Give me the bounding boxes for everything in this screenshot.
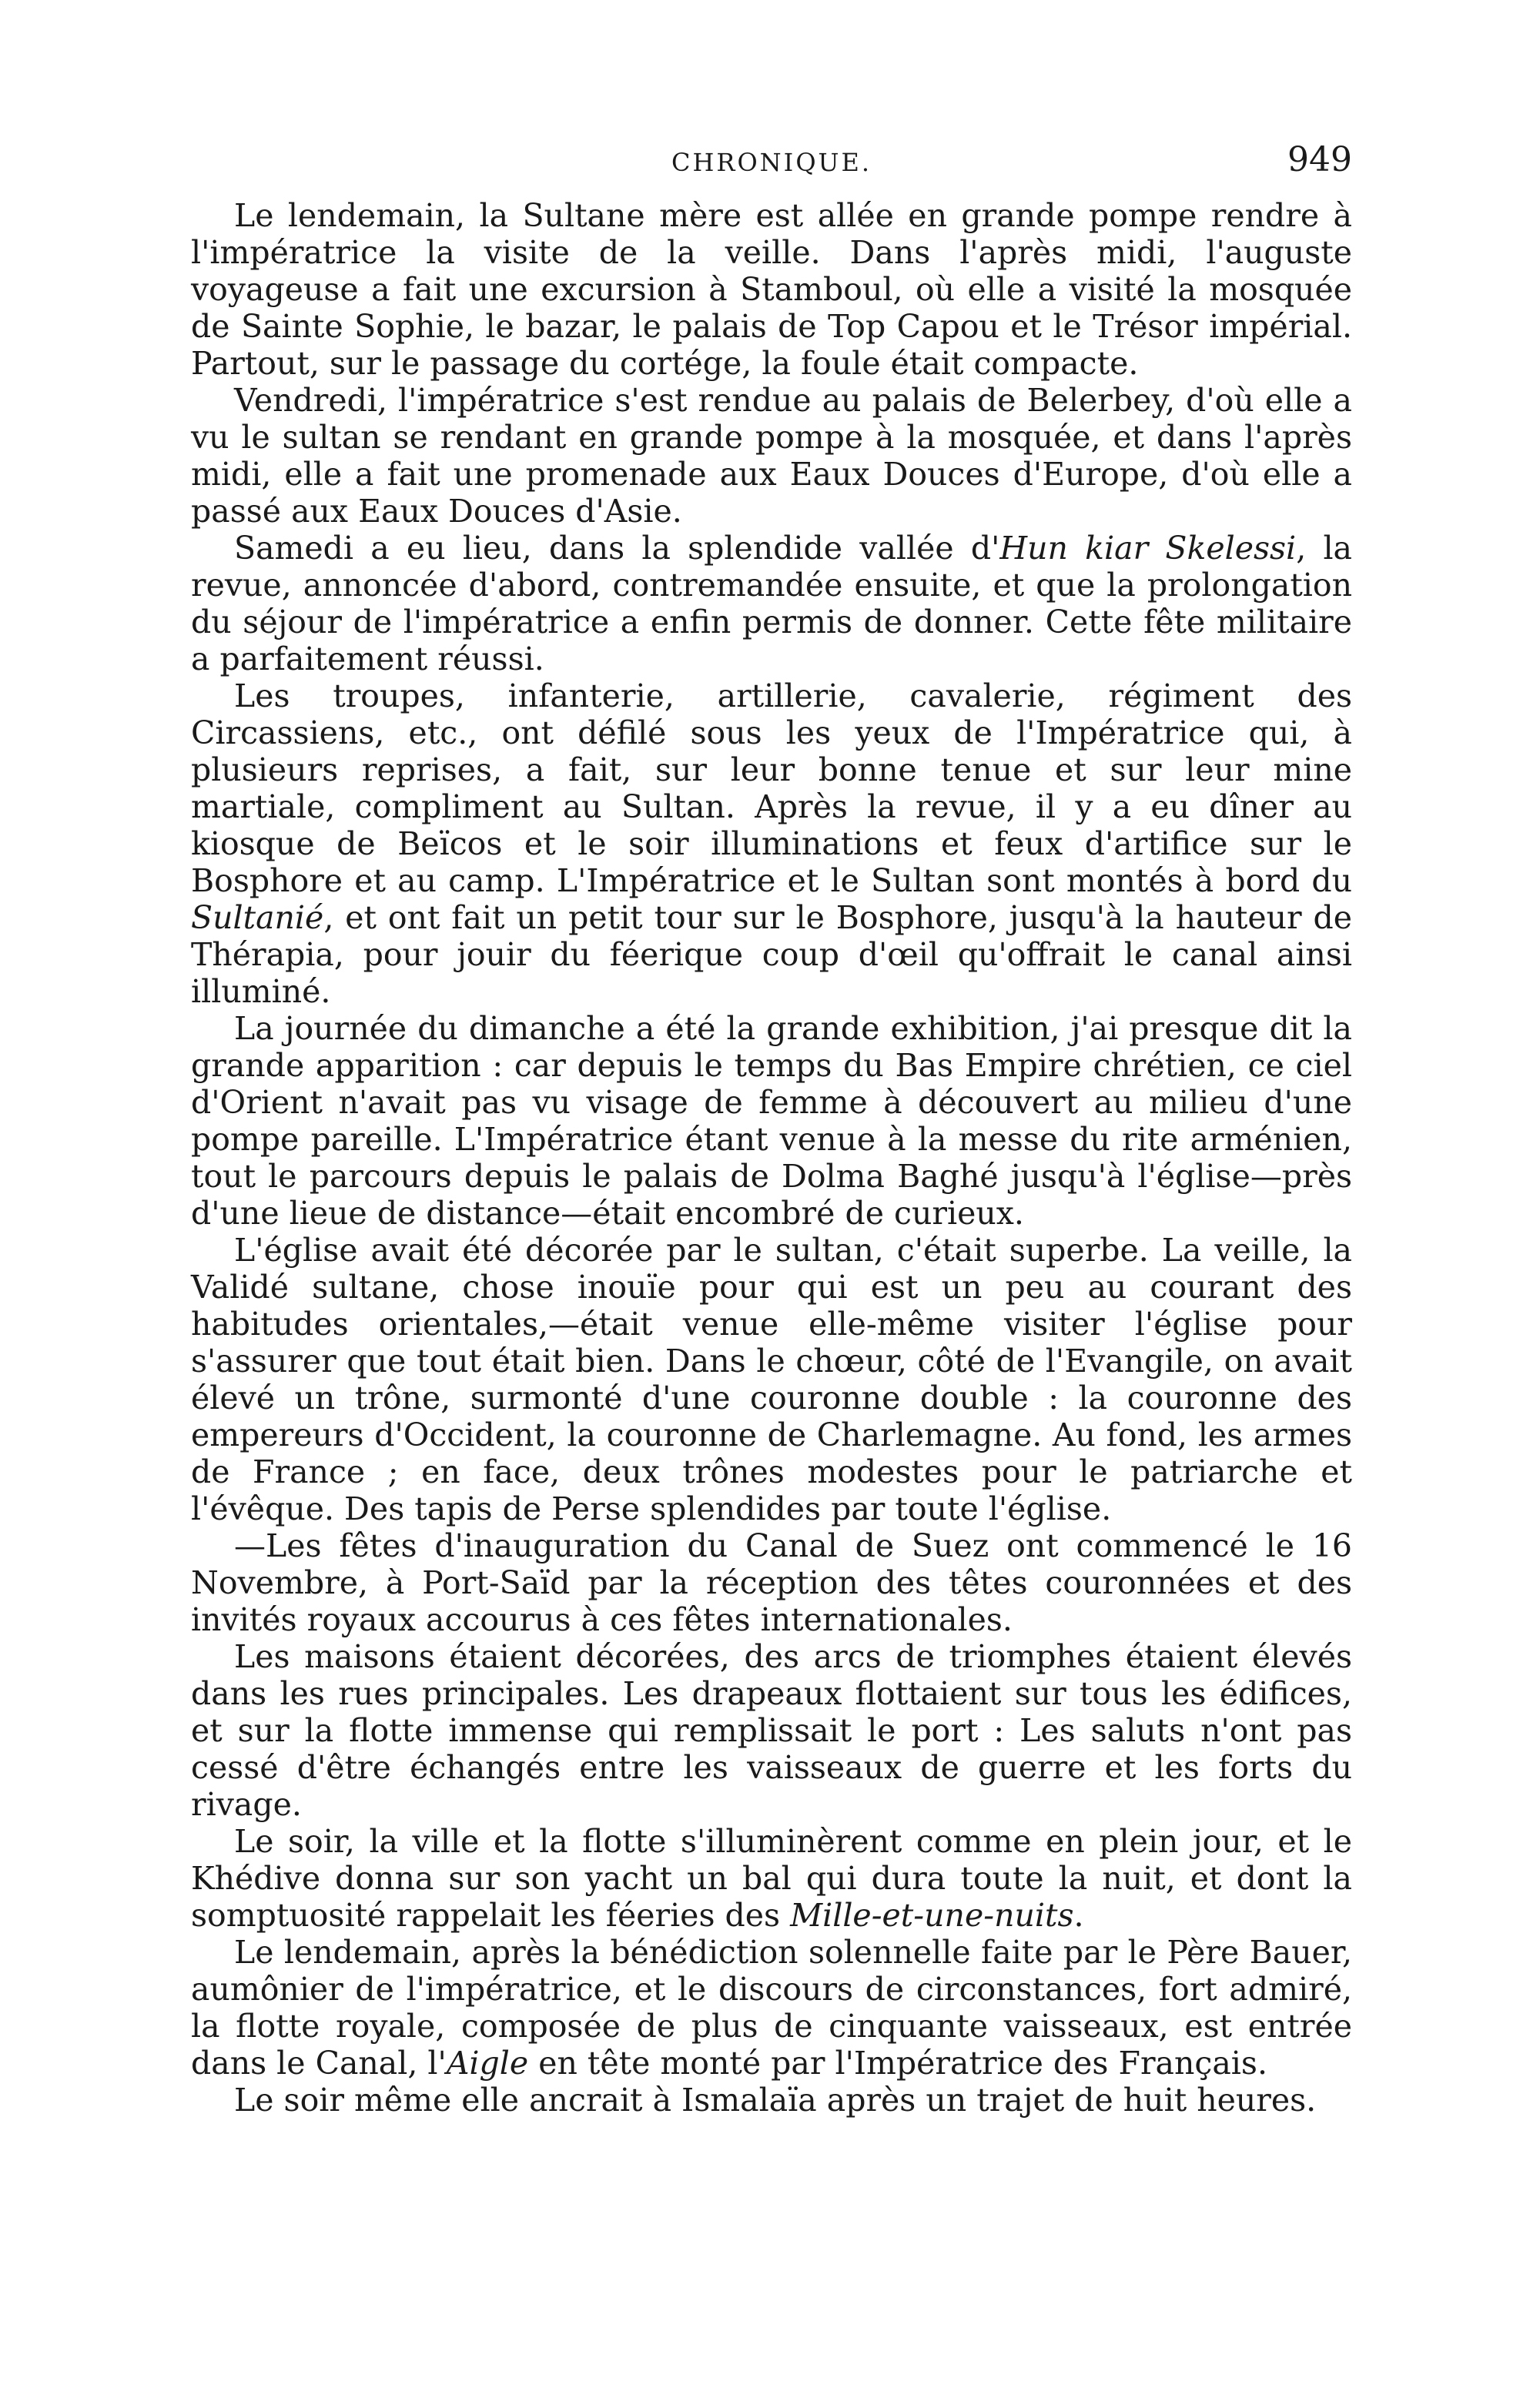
text-run: La journée du dimanche a été la grande exhibition, j'ai presque dit la grande apparition : car depuis le temps du Bas Empire chrétien, ce ciel d'Orient n'avait pas vu visage de femme à découvert au milieu d'une pompe pareille. L'Impératrice étant venue à la messe du rite arménien, tout le parcours depuis le palais de Dolma Baghé jusqu'à l'église—près d'une lieue de distance—était encombré de curieux.	[191, 1010, 1352, 1232]
text-run: Les maisons étaient décorées, des arcs de triomphes étaient élevés dans les rues principales. Les drapeaux flottaient sur tous les édifices, et sur la flotte immense qui remplissait le port : Les saluts n'ont pas cessé d'être échangés entre les vaisseaux de guerre et les forts du rivage.	[191, 1638, 1352, 1823]
text-run: L'église avait été décorée par le sultan, c'était superbe. La veille, la Validé sultane, chose inouïe pour qui est un peu au courant des habitudes orientales,—était venue elle-même visiter l'église pour s'assurer que tout était bien. Dans le chœur, côté de l'Evangile, on avait élevé un trône, surmonté d'une couronne double : la couronne des empereurs d'Occident, la couronne de Charlemagne. Au fond, les armes de France ; en face, deux trônes modestes pour le patriarche et l'évêque. Des tapis de Perse splendides par toute l'église.	[191, 1232, 1352, 1527]
paragraph	[191, 2082, 1352, 2119]
text-run: .	[1073, 1897, 1084, 1934]
paragraph	[191, 1527, 1352, 1638]
paragraph	[191, 197, 1352, 382]
text-run: Le soir, la ville et la flotte s'illuminèrent comme en plein jour, et le Khédive donna sur son yacht un bal qui dura toute la nuit, et dont la somptuosité rappelait les féeries des	[191, 1823, 1352, 1934]
paragraph	[191, 382, 1352, 530]
text-run: Vendredi, l'impératrice s'est rendue au palais de Belerbey, d'où elle a vu le sultan se rendant en grande pompe à la mosquée, et dans l'après midi, elle a fait une promenade aux Eaux Douces d'Europe, d'où elle a passé aux Eaux Douces d'Asie.	[191, 382, 1352, 530]
text-run: , et ont fait un petit tour sur le Bosphore, jusqu'à la hauteur de Thérapia, pour jouir du féerique coup d'œil qu'offrait le canal ainsi illuminé.	[191, 899, 1352, 1010]
paragraph	[191, 530, 1352, 677]
italic-text: Mille-et-une-nuits	[790, 1897, 1074, 1934]
text-run: Les troupes, infanterie, artillerie, cavalerie, régiment des Circassiens, etc., ont défilé sous les yeux de l'Impératrice qui, à plusieurs reprises, a fait, sur leur bonne tenue et sur leur mine martiale, compliment au Sultan. Après la revue, il y a eu dîner au kiosque de Beïcos et le soir illuminations et feux d'artifice sur le Bosphore et au camp. L'Impératrice et le Sultan sont montés à bord du	[191, 677, 1352, 899]
text-run: Le soir même elle ancrait à Ismalaïa après un trajet de huit heures.	[234, 2082, 1317, 2119]
running-title: CHRONIQUE.	[671, 148, 872, 177]
page	[191, 140, 1352, 2119]
paragraph	[191, 1638, 1352, 1823]
paragraph	[191, 677, 1352, 1010]
text-run: Samedi a eu lieu, dans la splendide vallée d'	[234, 530, 1000, 567]
body-text	[191, 197, 1352, 2119]
text-run: Le lendemain, après la bénédiction solennelle faite par le Père Bauer, aumônier de l'impératrice, et le discours de circonstances, fort admiré, la flotte royale, composée de plus de cinquante vaisseaux, est entrée dans le Canal, l'	[191, 1934, 1352, 2082]
text-run: Le lendemain, la Sultane mère est allée en grande pompe rendre à l'impératrice la visite de la veille. Dans l'après midi, l'auguste voyageuse a fait une excursion à Stamboul, où elle a visité la mosquée de Sainte Sophie, le bazar, le palais de Top Capou et le Trésor impérial. Partout, sur le passage du cortége, la foule était compacte.	[191, 197, 1352, 382]
italic-text: Hun kiar Skelessi	[999, 530, 1297, 567]
italic-text: Sultanié	[191, 899, 324, 936]
paragraph	[191, 1823, 1352, 1934]
paragraph	[191, 1232, 1352, 1527]
page-number: 949	[1287, 140, 1352, 179]
italic-text: Aigle	[446, 2045, 529, 2082]
paragraph	[191, 1010, 1352, 1232]
text-run: en tête monté par l'Impératrice des Français.	[528, 2045, 1267, 2082]
paragraph	[191, 1934, 1352, 2082]
text-run: , la revue, annoncée d'abord, contremandée ensuite, et que la prolongation du séjour de l'impératrice a enfin permis de donner. Cette fête militaire a parfaitement réussi.	[191, 530, 1353, 677]
text-run: —Les fêtes d'inauguration du Canal de Suez ont commencé le 16 Novembre, à Port-Saïd par la réception des têtes couronnées et des invités royaux accourus à ces fêtes internationales.	[191, 1527, 1352, 1638]
running-head	[191, 140, 1352, 186]
